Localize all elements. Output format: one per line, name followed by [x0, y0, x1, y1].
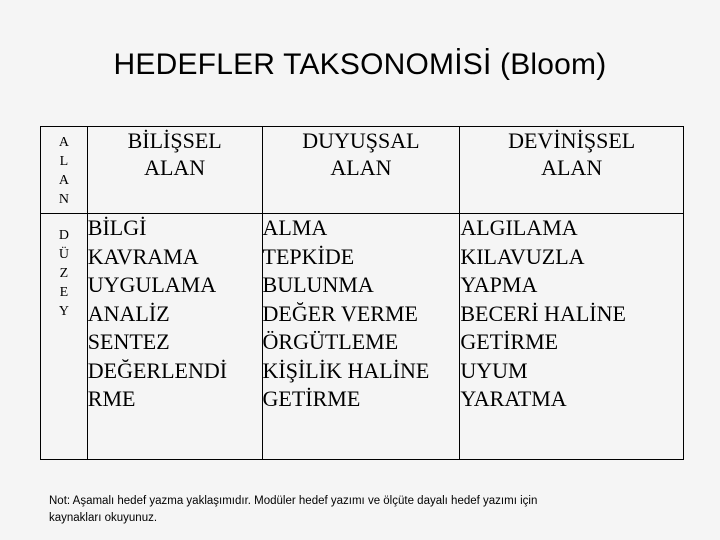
level-line: KILAVUZLA [460, 243, 585, 269]
header-psychomotor [460, 127, 684, 214]
header-line: ALAN [330, 155, 392, 180]
level-line: GETİRME [460, 329, 559, 354]
level-line: UYUM [460, 357, 528, 383]
slide-title: HEDEFLER TAKSONOMİSİ (Bloom) [113, 48, 607, 81]
footnote [49, 493, 669, 527]
axis-letter: L [59, 154, 69, 169]
affective-levels [262, 214, 460, 460]
level-line: ALMA [262, 215, 328, 240]
level-line: SENTEZ [87, 329, 170, 354]
axis-letter: A [58, 135, 69, 150]
header-cognitive [87, 127, 262, 214]
axis-letter: Ü [58, 247, 69, 262]
axis-label-duzey [41, 214, 88, 460]
axis-letter: N [58, 192, 69, 207]
footnote-line: kaynakları okuyunuz. [49, 512, 158, 524]
level-line: ANALİZ [87, 300, 170, 326]
level-line: DEĞER VERME [262, 300, 418, 326]
level-line: YARATMA [460, 386, 567, 411]
axis-letter: E [59, 285, 69, 300]
level-line: BECERİ HALİNE [460, 300, 626, 326]
level-line: ÖRGÜTLEME [262, 329, 399, 354]
level-line: KAVRAMA [87, 243, 199, 269]
level-line: KİŞİLİK HALİNE [262, 357, 430, 383]
level-line: GETİRME [262, 386, 361, 411]
axis-label-alan [41, 127, 88, 214]
level-line: YAPMA [460, 272, 538, 297]
header-line: BİLİŞSEL [127, 128, 222, 153]
header-row [41, 127, 684, 214]
cognitive-levels [87, 214, 262, 460]
level-line: ALGILAMA [460, 215, 578, 240]
levels-row [41, 214, 684, 460]
level-line: RME [87, 386, 136, 411]
header-line: ALAN [541, 155, 603, 180]
axis-letter: D [58, 228, 69, 243]
level-line: TEPKİDE [262, 243, 355, 269]
header-line: ALAN [144, 155, 206, 180]
level-line: DEĞERLENDİ [87, 357, 228, 383]
header-affective [262, 127, 460, 214]
axis-letter: Z [59, 266, 69, 281]
footnote-line: Not: Aşamalı hedef yazma yaklaşımıdır. Modüler hedef yazımı ve ölçüte dayalı hedef yazımı için [49, 495, 538, 507]
taxonomy-table [40, 126, 684, 460]
axis-letter: Y [58, 304, 69, 319]
psychomotor-levels [460, 214, 684, 460]
header-line: DUYUŞSAL [302, 128, 420, 153]
level-line: BULUNMA [262, 272, 374, 297]
header-line: DEVİNİŞSEL [508, 128, 636, 153]
level-line: UYGULAMA [87, 272, 217, 297]
axis-letter: A [58, 173, 69, 188]
level-line: BİLGİ [87, 215, 147, 240]
